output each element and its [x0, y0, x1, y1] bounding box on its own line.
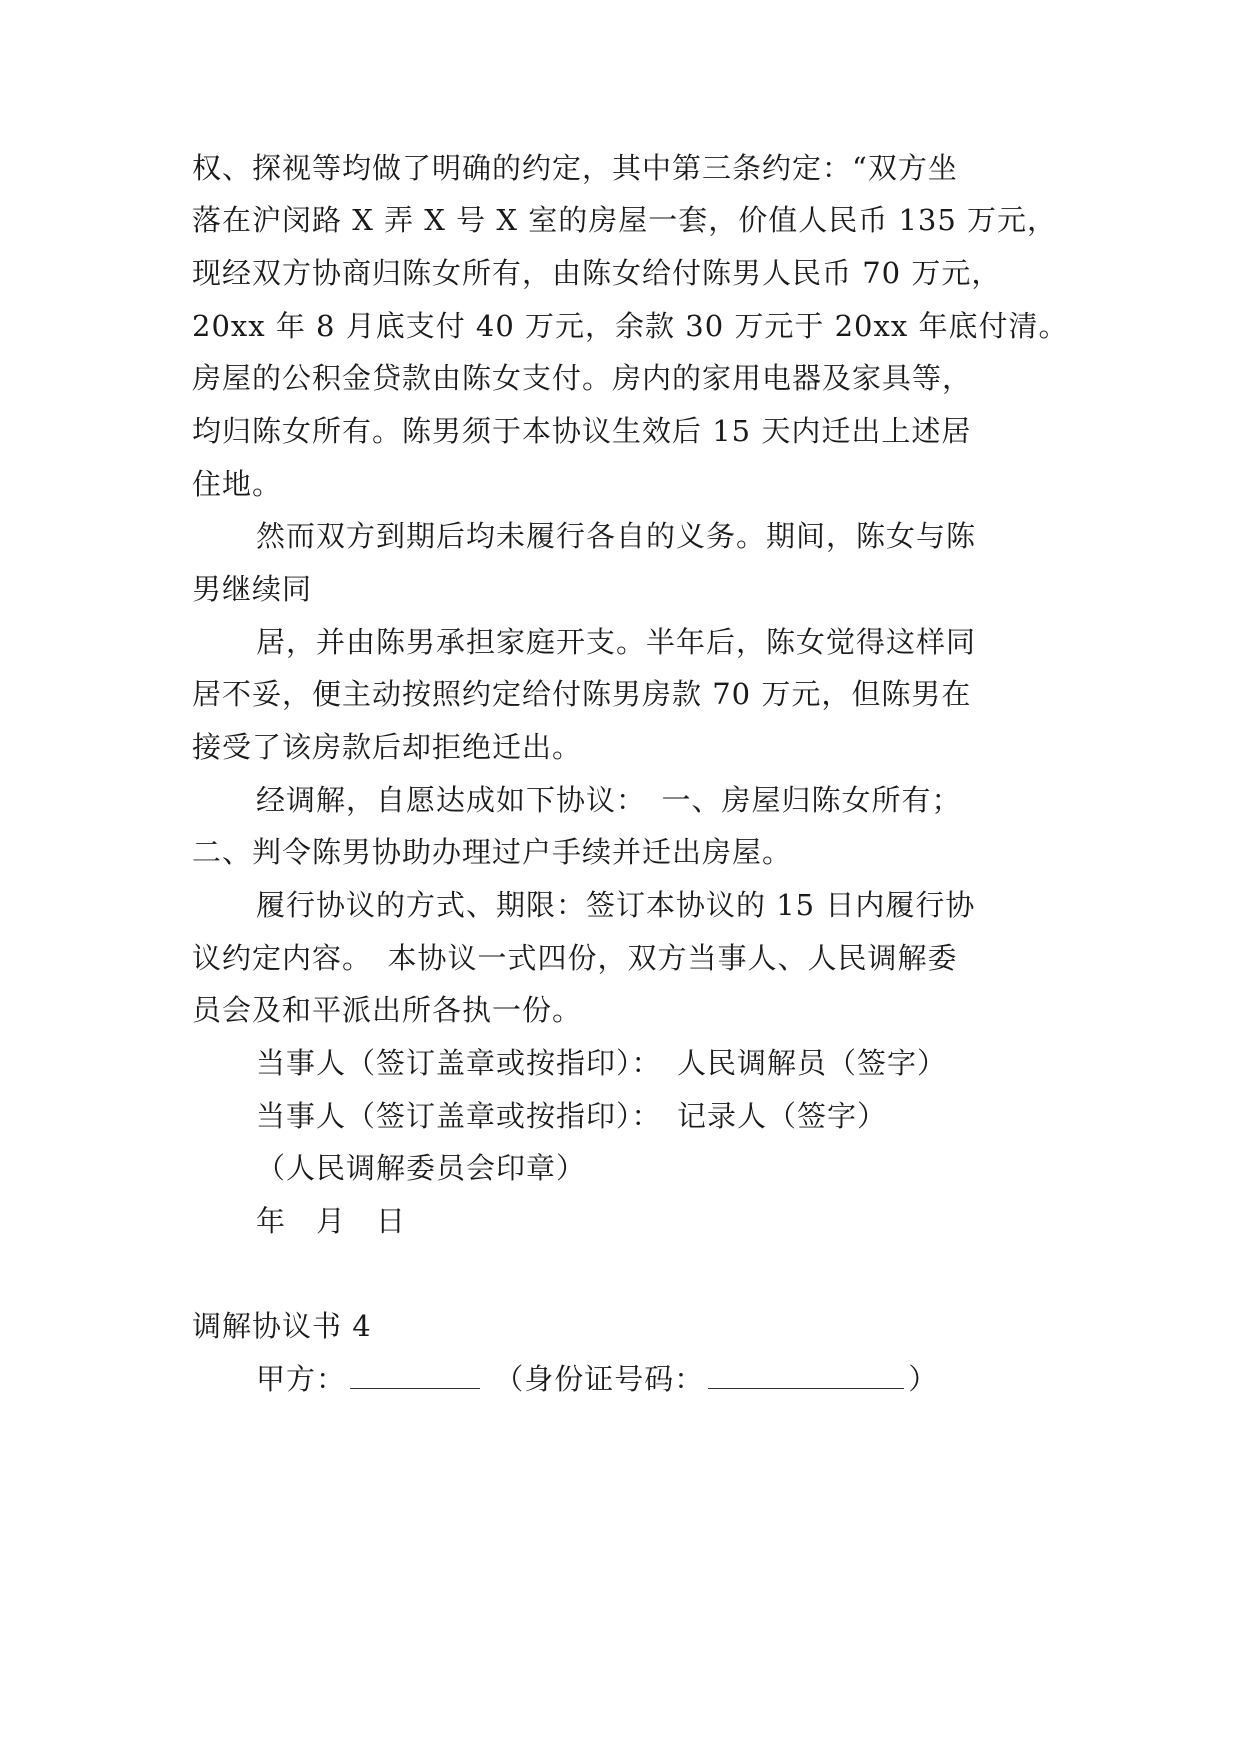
text-line: 权、探视等均做了明确的约定，其中第三条约定：“双方坐: [192, 151, 958, 185]
text-line: 现经双方协商归陈女所有，由陈女给付陈男人民币 70 万元，: [192, 256, 1002, 290]
text-line: 居不妥，便主动按照约定给付陈男房款 70 万元，但陈男在: [192, 677, 972, 711]
party-a-name-blank: [350, 1360, 480, 1389]
text-line: 履行协议的方式、期限：签订本协议的 15 日内履行协: [256, 888, 976, 922]
text-line: 议约定内容。 本协议一式四份，双方当事人、人民调解委: [192, 941, 958, 975]
text-line: 房屋的公积金贷款由陈女支付。房内的家用电器及家具等，: [192, 361, 973, 395]
text-line: 20xx 年 8 月底支付 40 万元，余款 30 万元于 20xx 年底付清。: [192, 309, 1069, 343]
seal-line: （人民调解委员会印章）: [256, 1151, 587, 1185]
text-line: 二、判令陈男协助办理过户手续并迁出房屋。: [192, 835, 793, 869]
id-label-close: ）: [908, 1362, 939, 1396]
id-label: （身份证号码：: [494, 1362, 705, 1396]
text-line: 员会及和平派出所各执一份。: [192, 993, 583, 1027]
signature-line: 当事人（签订盖章或按指印）： 记录人（签字）: [256, 1099, 888, 1133]
text-line: 接受了该房款后却拒绝迁出。: [192, 730, 583, 764]
section-title: 调解协议书 4: [192, 1309, 372, 1343]
signature-line: 当事人（签订盖章或按指印）： 人民调解员（签字）: [256, 1046, 948, 1080]
date-line: 年 月 日: [256, 1204, 407, 1238]
text-line: 经调解，自愿达成如下协议： 一、房屋归陈女所有；: [256, 783, 962, 817]
text-line: 落在沪闵路 X 弄 X 号 X 室的房屋一套，价值人民币 135 万元，: [192, 203, 1058, 237]
party-a-label: 甲方：: [256, 1362, 347, 1396]
text-line: 然而双方到期后均未履行各自的义务。期间，陈女与陈: [256, 519, 977, 553]
party-a-line: [256, 1359, 1156, 1399]
text-line: 住地。: [192, 467, 283, 501]
id-number-blank: [708, 1360, 904, 1389]
text-line: 居，并由陈男承担家庭开支。半年后，陈女觉得这样同: [256, 625, 977, 659]
text-line: 男继续同: [192, 572, 313, 606]
text-line: 均归陈女所有。陈男须于本协议生效后 15 天内迁出上述居: [192, 414, 972, 448]
